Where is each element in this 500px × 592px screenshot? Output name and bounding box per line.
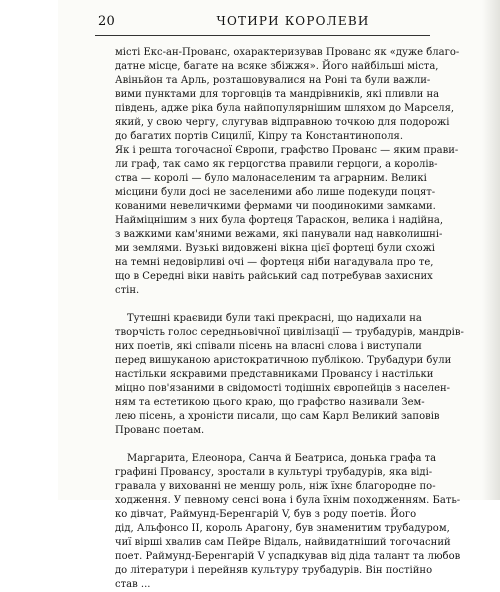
text-line: настільки яскравими представниками Провансу і настільки — [115, 369, 434, 380]
text-line: чиї вірші хвалив сам Пейре Відаль, найвидатніший тогочасний — [115, 537, 451, 548]
text-line: перед вишуканою аристократичною публікою. Трубадури були — [115, 355, 452, 366]
text-line: ходження. У певному сенсі вона і була їхнім походженням. Бать- — [115, 495, 461, 506]
book-page — [58, 0, 500, 590]
text-line: міцно пов'язаними в свідомості тодішніх європейців з населен- — [115, 383, 451, 394]
text-line: датне місце, багате на всяке збіжжя». Його найбільші міста, — [115, 61, 439, 72]
body-text — [115, 46, 464, 592]
text-line: місті Екс-ан-Прованс, охарактеризував Прованс як «дуже благо- — [115, 47, 460, 58]
text-line: який, у свою чергу, слугував відправною точкою для подорожі — [115, 117, 450, 128]
text-line: Найміцнішим з них була фортеця Тараскон, велика і надійна, — [115, 215, 444, 226]
text-line: ням та естетикою цього краю, що графство називали Зем- — [115, 397, 425, 408]
text-line: на темні недовірливі очі — фортеця ніби нагадувала про те, — [115, 257, 434, 268]
text-line: Авіньйон та Арль, розташовувалися на Роні та були важли- — [115, 75, 431, 86]
text-line: ко дівчат, Раймунд-Беренгарій V, був з роду поетів. Його — [115, 509, 417, 520]
text-line: Маргарита, Елеонора, Санча й Беатриса, донька графа та — [127, 453, 437, 464]
paragraph-gap — [115, 298, 427, 312]
text-line: Тутешні краєвиди були такі прекрасні, що надихали на — [127, 313, 422, 324]
text-line: що в Середні віки навіть райський сад потребував захисних — [115, 271, 433, 282]
text-line: ли граф, так само як герцогства правили герцоги, а королів- — [115, 159, 438, 170]
text-line: Прованс поетам. — [115, 425, 205, 436]
text-line: до багатих портів Сицилії, Кіпру та Константинополя. — [115, 131, 404, 142]
running-title: ЧОТИРИ КОРОЛЕВИ — [216, 14, 370, 28]
text-line: ства — королі — було малонаселеним та аграрним. Великі — [115, 173, 427, 184]
text-line: південь, адже ріка була найпопулярнішим шляхом до Марселя, — [115, 103, 455, 114]
text-line: графині Провансу, зростали в культурі трубадурів, яка віді- — [115, 467, 433, 478]
text-line: Як і решта тогочасної Європи, графство Прованс — яким прави- — [115, 145, 459, 156]
text-line: лею пісень, а хроністи писали, що сам Карл Великий заповів — [115, 411, 440, 422]
header-rule — [95, 35, 430, 36]
page-edge-shadow — [482, 0, 500, 500]
text-line: вими пунктами для торговців та мандрівників, які пливли на — [115, 89, 440, 100]
text-line: творчість голос середньовічної цивілізації — трубадурів, мандрів- — [115, 327, 464, 338]
text-line: них поетів, які співали пісень на власні слова і виступали — [115, 341, 422, 352]
text-line: кованими невеличкими фермами чи поодинокими замками. — [115, 201, 436, 212]
page-number: 20 — [98, 14, 115, 29]
text-line: став ... — [115, 579, 151, 590]
text-line: ми землями. Вузькі видовжені вікна цієї фортеці були схожі — [115, 243, 436, 254]
page-header — [58, 14, 500, 32]
text-line: з важкими кам'яними вежами, які панували над навколишні- — [115, 229, 443, 240]
text-line: дід, Альфонсо II, король Арагону, був знаменитим трубадуром, — [115, 523, 450, 534]
text-line: поет. Раймунд-Беренгарій V успадкував від діда талант та любов — [115, 551, 461, 562]
text-line: місцини були досі не заселеними або лише подекуди поцят- — [115, 187, 436, 198]
text-line: гравала у вихованні не меншу роль, ніж їхнє благородне по- — [115, 481, 436, 492]
paragraph-gap — [115, 438, 427, 452]
text-line: стін. — [115, 285, 140, 296]
text-line: до літератури і перейняв культуру трубадурів. Він постійно — [115, 565, 433, 576]
